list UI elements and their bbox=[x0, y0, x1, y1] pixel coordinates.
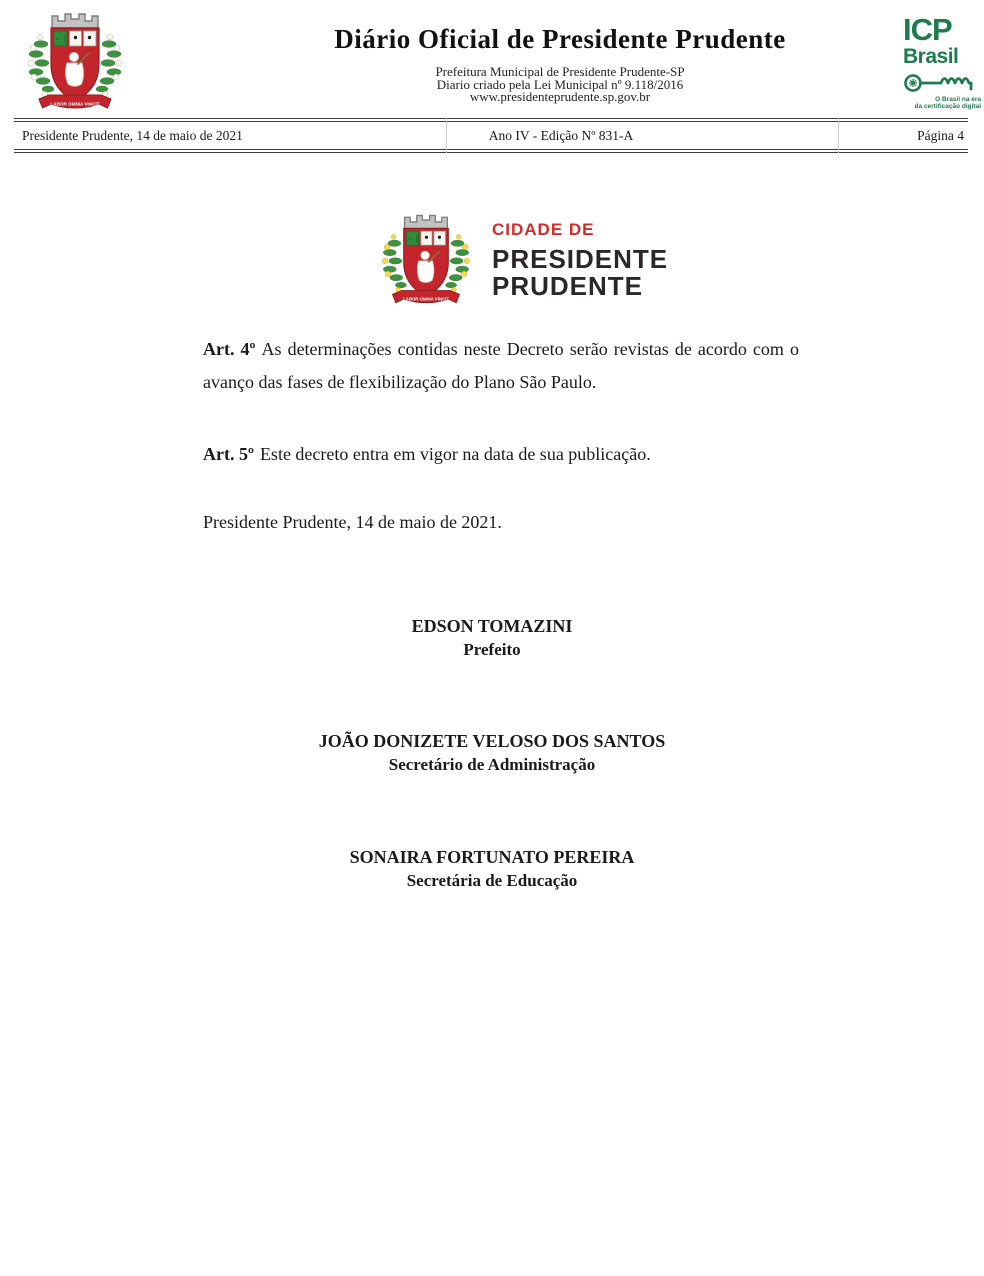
city-logo-line1: CIDADE DE bbox=[492, 220, 595, 239]
icp-brasil-logo-text: ICP bbox=[903, 12, 952, 47]
signature-block-educacao bbox=[0, 846, 984, 892]
icp-tagline: O Brasil na era da certificação digital bbox=[914, 96, 981, 110]
subtitle-prefeitura: Prefeitura Municipal de Presidente Prudente-SP bbox=[435, 64, 685, 79]
article-5-label: Art. 5º bbox=[203, 444, 254, 464]
page-title: Diário Oficial de Presidente Prudente bbox=[334, 24, 786, 54]
article-4-label: Art. 4º bbox=[203, 339, 256, 359]
city-logo bbox=[374, 208, 668, 312]
signature-block-prefeito bbox=[0, 615, 984, 661]
signer-role: Prefeito bbox=[463, 640, 521, 659]
info-bar-edition: Ano IV - Edição Nº 831-A bbox=[488, 128, 634, 143]
city-logo-text bbox=[492, 220, 668, 300]
city-logo-line2: PRESIDENTE bbox=[492, 244, 669, 274]
info-bar-page-number: Página 4 bbox=[917, 128, 964, 143]
subtitle-lei: Diario criado pela Lei Municipal nº 9.118/2016 bbox=[436, 76, 684, 92]
signer-role: Secretário de Administração bbox=[388, 755, 596, 774]
subtitle-url: www.presidenteprudente.sp.gov.br bbox=[469, 89, 651, 104]
header-title-block bbox=[140, 24, 980, 104]
signer-name: SONAIRA FORTUNATO PEREIRA bbox=[349, 847, 635, 867]
signature-block-administracao bbox=[0, 730, 984, 776]
signer-name: JOÃO DONIZETE VELOSO DOS SANTOS bbox=[318, 731, 666, 751]
city-logo-line3: PRUDENTE bbox=[492, 271, 644, 301]
signer-role: Secretária de Educação bbox=[406, 871, 578, 890]
icp-key-icon bbox=[903, 69, 977, 95]
article-4-text: As determinações contidas neste Decreto serão revistas de acordo com o avanço das fases de flexibilização do Plano São Paulo. bbox=[203, 339, 799, 392]
edition-info-bar bbox=[14, 118, 968, 153]
municipal-coat-of-arms bbox=[24, 6, 126, 118]
header-subtitle bbox=[140, 66, 980, 104]
article-5-text: Este decreto entra em vigor na data de sua publicação. bbox=[259, 444, 651, 464]
icp-brasil-logo: ICP Brasil O Brasil na era da certificação digital bbox=[903, 12, 981, 110]
paragraph-art-4 bbox=[203, 333, 799, 399]
dateline: Presidente Prudente, 14 de maio de 2021. bbox=[203, 512, 502, 532]
info-bar-date: Presidente Prudente, 14 de maio de 2021 bbox=[22, 128, 243, 143]
city-coat-of-arms bbox=[374, 208, 478, 312]
signer-name: EDSON TOMAZINI bbox=[411, 616, 573, 636]
paragraph-art-5 bbox=[203, 438, 799, 471]
